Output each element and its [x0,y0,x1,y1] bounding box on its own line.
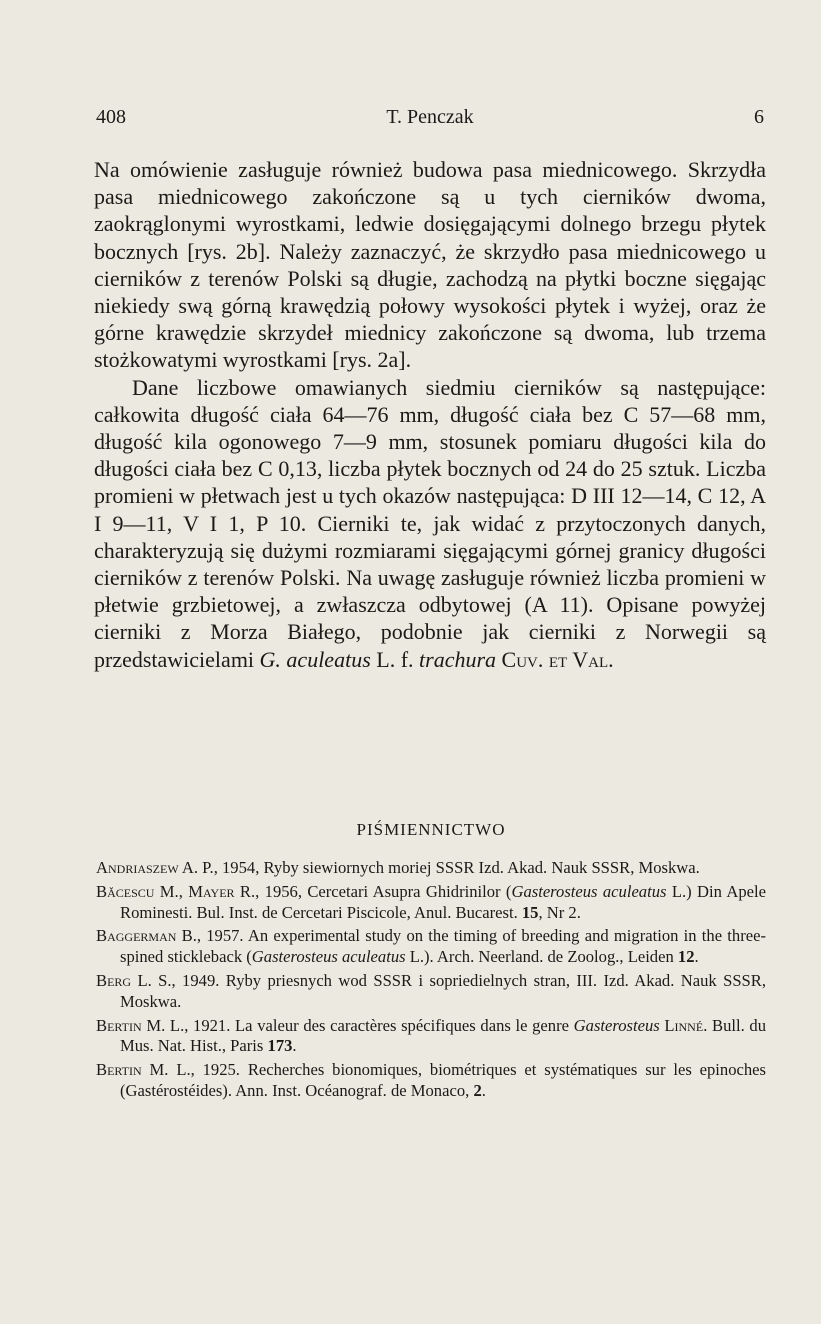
reference-item [96,971,766,1013]
reference-item [96,1016,766,1058]
reference-item [96,926,766,968]
ref-volume: 12 [677,947,695,967]
reference-item [96,858,766,879]
ref-text: B., 1957. An experimental study on the timing of breeding and migration in the three-spined stickleback ( [120,926,766,967]
ref-text: , Nr 2. [538,902,581,922]
ref-text: L.). Arch. Neerland. de Zoolog., Leiden [405,947,678,967]
ref-text: R., 1956, Cercetari Asupra Ghidrinilor ( [234,881,512,901]
ref-text: . [292,1036,297,1056]
ref-author: Andriaszew [96,858,179,877]
running-title: T. Penczak [386,106,474,128]
ref-text: M. L., 1925. Recherches bionomiques, biométriques et systématiques sur les epinoches (Gastérostéides). Ann. Inst. Océanograf. de Monaco, [120,1060,766,1100]
ref-author: Berg [96,970,132,990]
ref-text: L.) Din Apele Rominesti. Bul. Inst. de Cercetari Piscicole, Anul. Bucarest. [120,881,766,922]
references-list [96,858,766,1105]
form-name: trachura [419,646,497,672]
species-name: G. aculeatus [259,646,371,672]
ref-text: L. S., 1949. Ryby priesnych wod SSSR i sopriedielnych stran, III. Izd. Akad. Nauk SSSR, Moskwa. [120,970,766,1011]
ref-text: . [481,1080,486,1100]
ref-text: A. P., 1954, Ryby siewiornych moriej SSSR Izd. Akad. Nauk SSSR, Moskwa. [178,858,700,877]
ref-authority: Linné [659,1015,704,1035]
ref-volume: 15 [521,902,539,922]
ref-author: Băcescu [96,881,155,901]
paragraph-2-text: Dane liczbowe omawianych siedmiu cierników są następujące: całkowita długość ciała 64—76 mm, długość ciała bez C 57—68 mm, długość kila ogonowego 7—9 mm, stosunek pomiaru długości kila do długości ciała bez C 0,13, liczba płytek bocznych od 24 do 25 sztuk. Liczba promieni w płetwach jest u tych okazów następująca: D III 12—14, C 12, A I 9—11, V I 1, P 10. Cierniki te, jak widać z przytoczonych danych, charakteryzują się dużymi rozmiarami sięgającymi górnej granicy długości cierników z terenów Polski. Na uwagę zasługuje również liczba promieni w płetwie grzbietowej, a zwłaszcza odbytowej (A 11). Opisane powyżej cierniki z Morza Białego, podobnie jak cierniki z Norwegii są przedstawicielami [94,374,766,672]
ref-text: M. L., 1921. La valeur des caractères spécifiques dans le genre [141,1015,574,1035]
ref-text: M., [154,881,189,901]
ref-species: Gasterosteus [573,1015,660,1035]
ref-text: . Bull. du Mus. Nat. Hist., Paris [120,1015,766,1056]
ref-species: Gasterosteus aculeatus [251,947,406,967]
body-text [94,156,766,673]
ref-author: Bertin [96,1015,142,1035]
ref-volume: 2 [473,1080,482,1100]
running-header [96,106,764,138]
ref-author: Bertin [96,1060,142,1080]
reference-item [96,882,766,924]
ref-volume: 173 [267,1036,293,1056]
authority: Cuv. et Val. [496,646,614,672]
paragraph-1: Na omówienie zasługuje również budowa pasa miednicowego. Skrzydła pasa miednicowego zakończone są u tych cierników dwoma, zaokrąglonymi wyrostkami, ledwie dosięgającymi dolnego brzegu płytek bocznych [rys. 2b]. Należy zaznaczyć, że skrzydło pasa miednicowego u cierników z terenów Polski są długie, zachodzą na płytki boczne sięgając niekiedy swą górną krawędzią połowy wysokości płytek i wyżej, oraz że górne krawędzie skrzydeł miednicy zakończone są dwoma, lub trzema stożkowatymi wyrostkami [rys. 2a]. [94,157,766,373]
references-heading: PIŚMIENNICTWO [356,820,506,839]
section-number: 6 [754,106,764,128]
paragraph-2 [94,374,766,673]
reference-item [96,1060,766,1102]
ref-text: . [694,947,699,967]
page-number: 408 [96,106,126,128]
ref-author: Baggerman [96,926,177,946]
ref-author: Mayer [188,881,235,901]
ref-species: Gasterosteus aculeatus [511,881,667,901]
author-abbrev: L. f. [370,646,420,672]
